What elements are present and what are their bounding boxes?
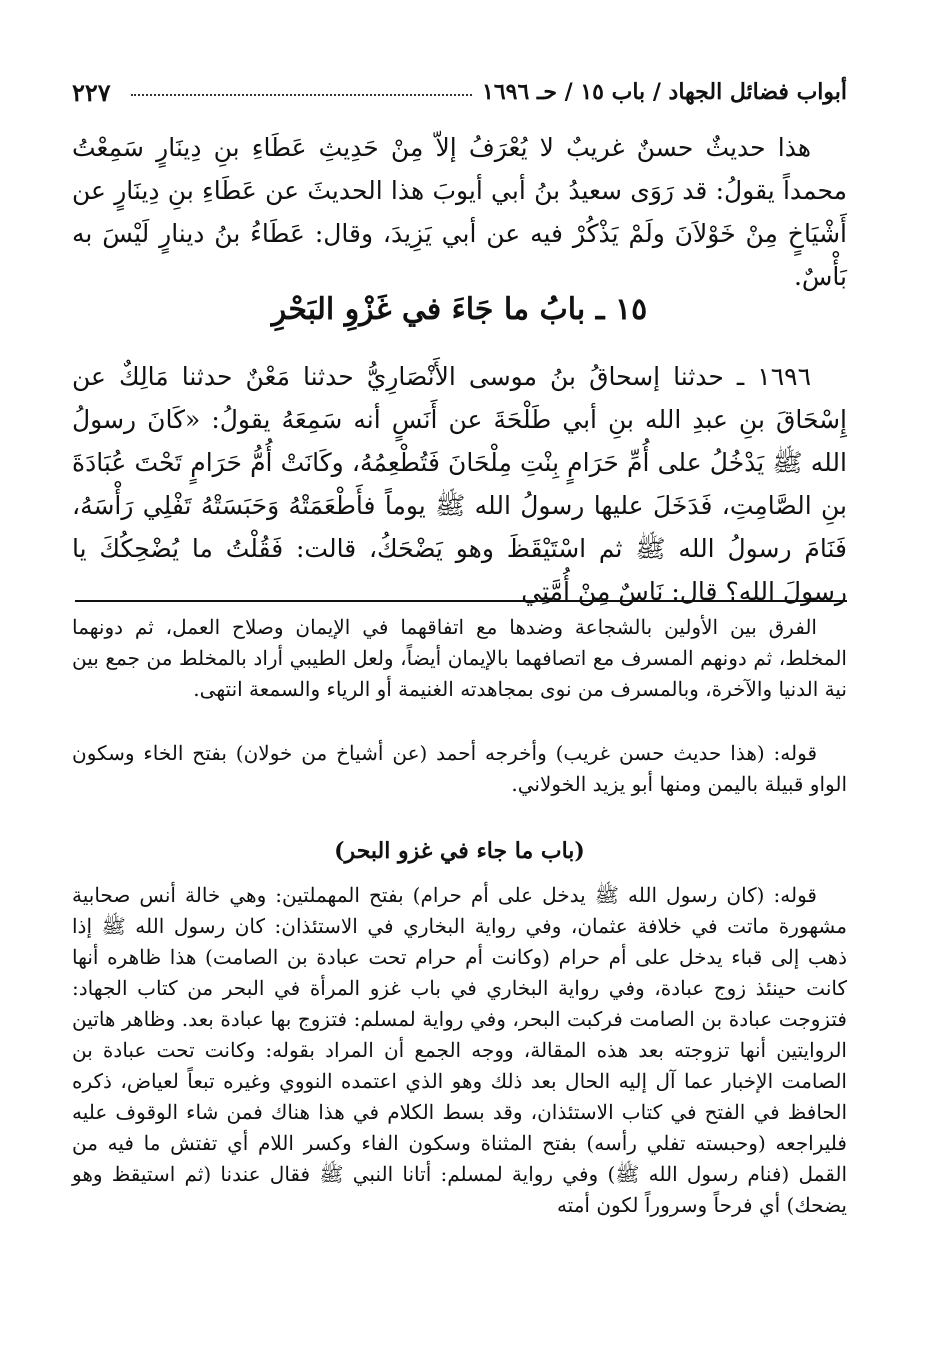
main-text-hadith (72, 355, 847, 613)
commentary-paragraph: قوله: (كان رسول الله ﷺ يدخل على أم حرام) بفتح المهملتين: وهي خالة أنس صحابية مشهورة ماتت في خلافة عثمان، وفي رواية البخاري في الاستئذان: كان رسول الله ﷺ إذا ذهب إلى قباء يدخل على أم حرام (وكانت أم حرام تحت عبادة بن الصامت) هذا ظاهره أنها كانت حينئذ زوج عبادة، وفي رواية البخاري في باب غزو المرأة في البحر من كتاب الجهاد: فتزوجت عبادة بن الصامت فركبت البحر، وفي رواية لمسلم: فتزوج بها عبادة بعد. وظاهر هاتين الروايتين أنها تزوجته بعد هذه المقالة، ووجه الجمع أن المراد بقوله: وكانت تحت عبادة بن الصامت الإخبار عما آل إليه الحال بعد ذلك وهو الذي اعتمده النووي وغيره تبعاً لعياض، ذكره الحافظ في الفتح في كتاب الاستئذان، وقد بسط الكلام في هذا هناك فمن شاء الوقوف عليه فليراجعه (وحبسته تفلي رأسه) بفتح المثناة وسكون الفاء وكسر اللام أي تفتش ما فيه من القمل (فنام رسول الله ﷺ) وفي رواية لمسلم: أتانا النبي ﷺ فقال عندنا (ثم استيقظ وهو يضحك) أي فرحاً وسروراً لكون أمته (72, 883, 847, 1217)
chapter-title: ١٥ ـ بابُ ما جَاءَ في غَزْوِ البَحْرِ (271, 292, 648, 327)
main-text-intro (72, 126, 847, 298)
footnote-divider (75, 600, 847, 602)
hadith-paragraph: ١٦٩٦ ـ حدثنا إسحاقُ بنُ موسى الأَنْصَارِيُّ حدثنا مَعْنٌ حدثنا مَالِكٌ عن إِسْحَاقَ بنِ عبدِ الله بنِ أبي طَلْحَةَ عن أَنَسٍ أنه سَمِعَهُ يقولُ: «كَانَ رسولُ الله ﷺ يَدْخُلُ على أُمِّ حَرَامٍ بِنْتِ مِلْحَانَ فَتُطْعِمُهُ، وكَانَتْ أُمُّ حَرَامٍ تَحْتَ عُبَادَةَ بنِ الصَّامِتِ، فَدَخَلَ عليها رسولُ الله ﷺ يوماً فأَطْعَمَتْهُ وَحَبَسَتْهُ تَفْلِي رَأْسَهُ، فَنَامَ رسولُ الله ﷺ ثم اسْتَيْقَظَ وهو يَضْحَكُ، قالت: فَقُلْتُ ما يُضْحِكُكَ يا رسولَ الله؟ قال: نَاسٌ مِنْ أُمَّتِي (72, 362, 847, 606)
page-number: ٢٢٧ (72, 77, 111, 107)
commentary-block-3 (72, 880, 847, 1221)
commentary-block-1 (72, 612, 847, 705)
dotted-leader (131, 94, 472, 96)
commentary-paragraph: الفرق بين الأولين بالشجاعة وضدها مع اتفاقهما في الإيمان وصلاح العمل، ثم دونهما المخلط، ثم دونهم المسرف مع اتصافهما بالإيمان أيضاً، ولعل الطيبي أراد بالمخلط من جمع بين نية الدنيا والآخرة، وبالمسرف من نوى بمجاهدته الغنيمة أو الرياء والسمعة انتهى. (72, 615, 847, 701)
commentary-block-2 (72, 738, 847, 800)
running-title: أبواب فضائل الجهاد / باب ١٥ / حـ ١٦٩٦ (482, 79, 847, 105)
commentary-paragraph: قوله: (هذا حديث حسن غريب) وأخرجه أحمد (عن أشياخ من خولان) بفتح الخاء وسكون الواو قبيلة باليمن ومنها أبو يزيد الخولاني. (72, 741, 847, 796)
commentary-subheading: (باب ما جاء في غزو البحر) (334, 838, 585, 864)
main-paragraph: هذا حديثٌ حسنٌ غريبٌ لا يُعْرَفُ إلاّ مِنْ حَدِيثِ عَطَاءِ بنِ دِينَارٍ سَمِعْتُ محمداً يقولُ: قد رَوَى سعيدُ بنُ أبي أيوبَ هذا الحديثَ عن عَطَاءِ بنِ دِينَارٍ عن أَشْيَاخٍ مِنْ خَوْلاَنَ ولَمْ يَذْكُرْ فيه عن أبي يَزِيدَ، وقال: عَطَاءُ بنُ دينارٍ لَيْسَ به بَأْسٌ. (72, 133, 847, 291)
page-header (72, 72, 847, 112)
